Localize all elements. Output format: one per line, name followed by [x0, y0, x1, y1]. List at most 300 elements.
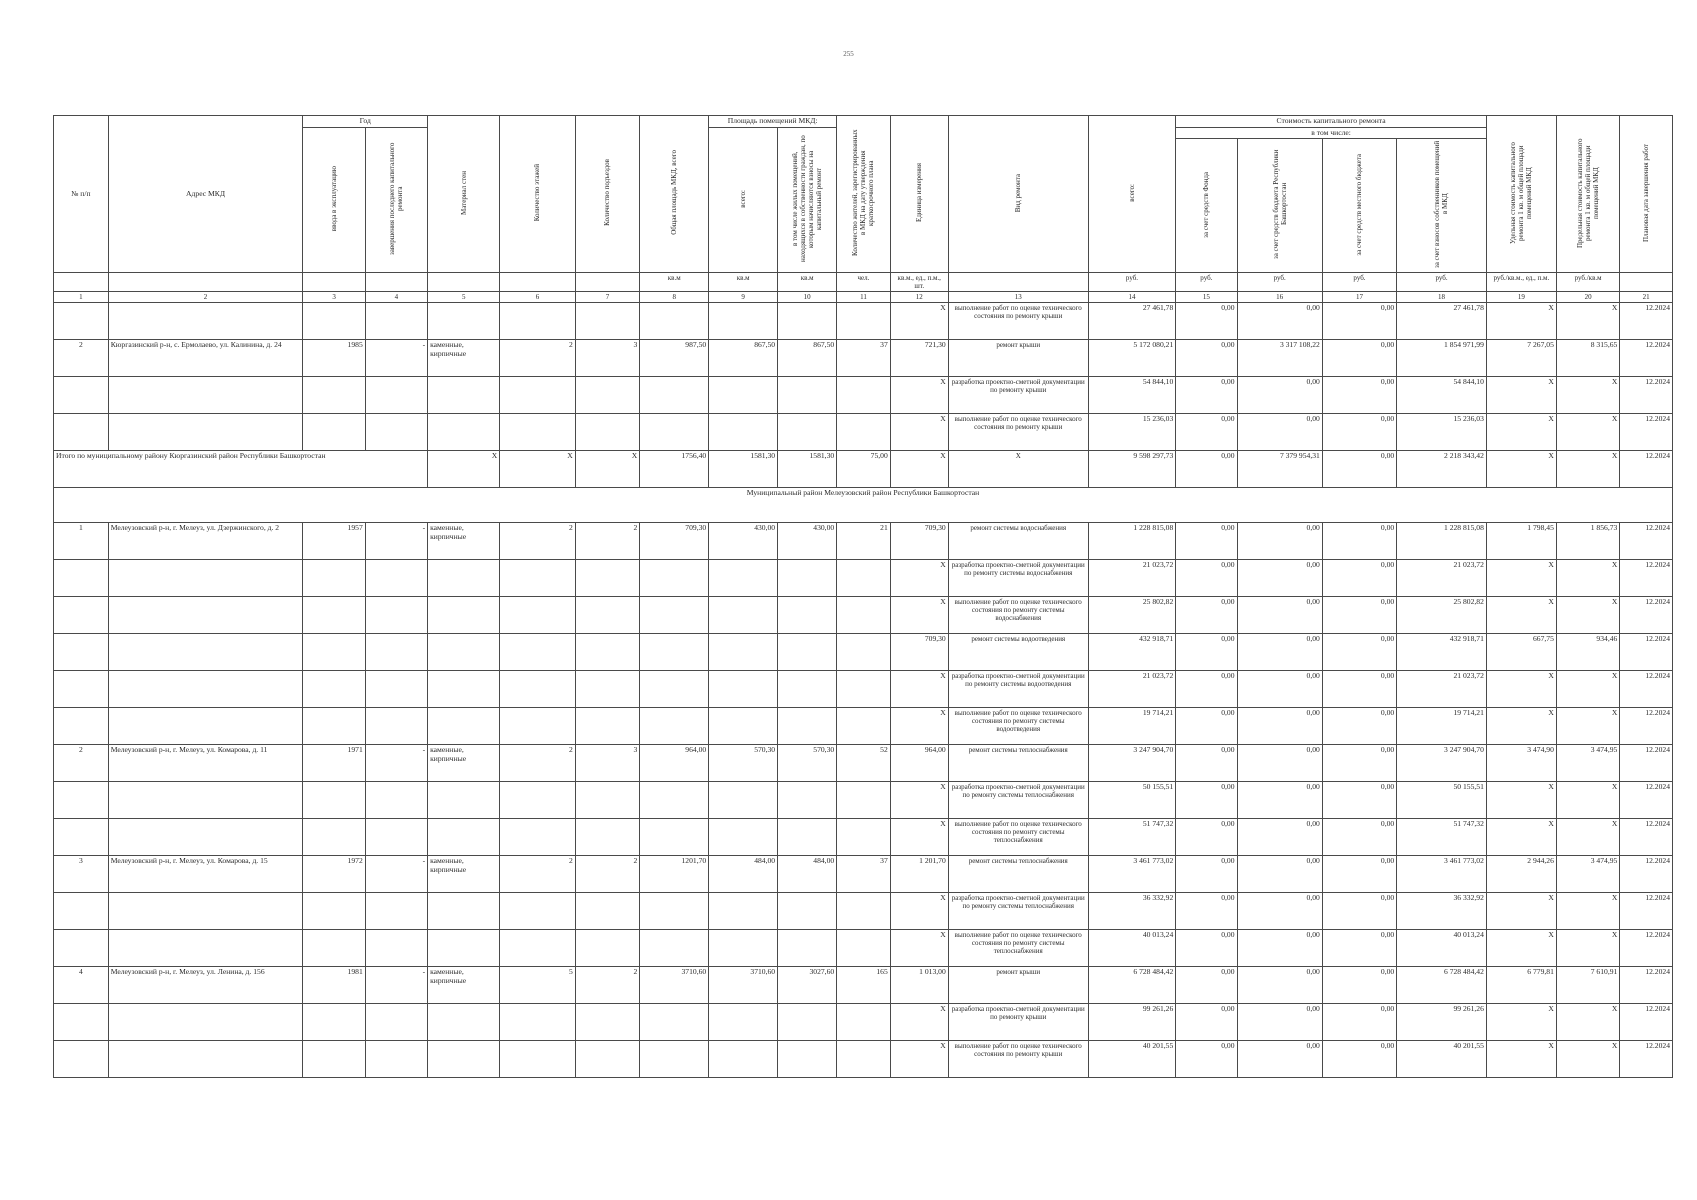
table-cell: [640, 560, 709, 597]
table-cell: Мелеузовский р-н, г. Мелеуз, ул. Дзержинского, д. 2: [108, 523, 303, 560]
table-cell: 50 155,51: [1397, 782, 1487, 819]
table-cell: [365, 782, 427, 819]
table-cell: каменные, кирпичные: [428, 745, 500, 782]
table-cell: 0,00: [1237, 414, 1322, 451]
table-cell: X: [890, 819, 948, 856]
table-cell: 0,00: [1176, 1004, 1237, 1041]
header-work-type: Вид ремонта: [948, 116, 1088, 273]
section-title: Муниципальный район Мелеузовский район Республики Башкортостан: [54, 488, 1673, 523]
work-type-cell: ремонт системы теплоснабжения: [948, 856, 1088, 893]
table-cell: 1 228 815,08: [1088, 523, 1176, 560]
table-cell: каменные, кирпичные: [428, 340, 500, 377]
table-cell: [640, 930, 709, 967]
table-cell: 165: [837, 967, 891, 1004]
header-address: Адрес МКД: [108, 116, 303, 273]
table-cell: 0,00: [1176, 708, 1237, 745]
table-cell: X: [1556, 414, 1619, 451]
table-cell: X: [1556, 560, 1619, 597]
table-cell: [108, 893, 303, 930]
table-cell: X: [1486, 303, 1556, 340]
table-cell: 52: [837, 745, 891, 782]
capital-repair-table: [53, 115, 1673, 1078]
table-cell: 0,00: [1322, 930, 1396, 967]
table-cell: [428, 930, 500, 967]
column-number-cell: 15: [1176, 292, 1237, 303]
table-cell: [709, 377, 778, 414]
table-cell: [303, 708, 365, 745]
table-cell: 50 155,51: [1088, 782, 1176, 819]
header-plan-date: Плановая дата завершения работ: [1620, 116, 1673, 273]
unit-cell: [500, 273, 575, 292]
table-cell: [709, 634, 778, 671]
table-cell: 0,00: [1176, 671, 1237, 708]
table-cell: 5: [500, 967, 575, 1004]
table-cell: 0,00: [1176, 782, 1237, 819]
table-cell: [303, 634, 365, 671]
table-cell: [575, 708, 640, 745]
unit-cell: [108, 273, 303, 292]
table-cell: 1: [54, 523, 109, 560]
table-cell: [365, 819, 427, 856]
table-cell: 2: [500, 340, 575, 377]
table-cell: [778, 597, 837, 634]
header-cost-group: Стоимость капитального ремонта: [1176, 116, 1487, 128]
header-premises-owned: в том числе жилых помещений, находящихся в собственности граждан, по которым начисляются взносы на капитальный ремонт: [778, 127, 837, 272]
table-cell: 37: [837, 856, 891, 893]
table-cell: [428, 560, 500, 597]
work-type-cell: ремонт крыши: [948, 340, 1088, 377]
header-owners: за счет взносов собственников помещений в МКД: [1397, 139, 1487, 273]
table-cell: [428, 634, 500, 671]
work-type-cell: выполнение работ по оценке технического состояния по ремонту системы водоснабжения: [948, 597, 1088, 634]
table-cell: 2: [54, 745, 109, 782]
table-cell: 0,00: [1322, 414, 1396, 451]
table-row: [54, 560, 1673, 597]
header-cost-total: всего:: [1088, 116, 1176, 273]
table-cell: 484,00: [709, 856, 778, 893]
table-cell: 36 332,92: [1088, 893, 1176, 930]
table-cell: [778, 303, 837, 340]
header-wall-material: Материал стен: [428, 116, 500, 273]
table-cell: 867,50: [709, 340, 778, 377]
table-cell: [640, 597, 709, 634]
table-cell: 0,00: [1176, 634, 1237, 671]
table-cell: 12.2024: [1620, 745, 1673, 782]
table-cell: 12.2024: [1620, 893, 1673, 930]
table-cell: [500, 1041, 575, 1078]
table-cell: [303, 377, 365, 414]
work-type-cell: разработка проектно-сметной документации по ремонту крыши: [948, 377, 1088, 414]
table-cell: [303, 597, 365, 634]
table-cell: Мелеузовский р-н, г. Мелеуз, ул. Комарова, д. 15: [108, 856, 303, 893]
work-type-cell: ремонт крыши: [948, 967, 1088, 1004]
table-cell: [54, 782, 109, 819]
table-cell: 7 267,05: [1486, 340, 1556, 377]
table-cell: [575, 930, 640, 967]
table-cell: [365, 893, 427, 930]
work-type-cell: ремонт системы водоотведения: [948, 634, 1088, 671]
table-row: [54, 303, 1673, 340]
table-cell: [837, 303, 891, 340]
table-row: [54, 819, 1673, 856]
table-cell: 6 728 484,42: [1088, 967, 1176, 1004]
table-cell: [428, 671, 500, 708]
table-cell: 12.2024: [1620, 856, 1673, 893]
table-row: [54, 488, 1673, 523]
header-max-cost: Предельная стоимость капитального ремонта 1 кв. м общей площади помещений МКД: [1556, 116, 1619, 273]
column-number-cell: 8: [640, 292, 709, 303]
table-cell: [709, 1041, 778, 1078]
table-cell: 0,00: [1237, 303, 1322, 340]
table-cell: [54, 671, 109, 708]
table-cell: [575, 634, 640, 671]
table-cell: 12.2024: [1620, 782, 1673, 819]
table-cell: 3 461 773,02: [1088, 856, 1176, 893]
table-cell: 12.2024: [1620, 708, 1673, 745]
table-cell: 0,00: [1322, 303, 1396, 340]
table-cell: 12.2024: [1620, 523, 1673, 560]
table-row: [54, 340, 1673, 377]
table-row: [54, 451, 1673, 488]
table-cell: [108, 377, 303, 414]
table-cell: 0,00: [1176, 597, 1237, 634]
table-cell: 0,00: [1176, 856, 1237, 893]
table-cell: 0,00: [1322, 340, 1396, 377]
column-number-cell: 3: [303, 292, 365, 303]
table-cell: [303, 303, 365, 340]
table-cell: 6 779,81: [1486, 967, 1556, 1004]
column-number-cell: 12: [890, 292, 948, 303]
table-cell: [778, 414, 837, 451]
work-type-cell: разработка проектно-сметной документации по ремонту крыши: [948, 1004, 1088, 1041]
table-cell: 987,50: [640, 340, 709, 377]
table-cell: [640, 1041, 709, 1078]
table-cell: [837, 634, 891, 671]
table-cell: 12.2024: [1620, 1004, 1673, 1041]
table-cell: 1971: [303, 745, 365, 782]
table-row: [54, 1004, 1673, 1041]
table-cell: 40 013,24: [1088, 930, 1176, 967]
column-number-cell: 11: [837, 292, 891, 303]
table-cell: [575, 671, 640, 708]
table-cell: 570,30: [778, 745, 837, 782]
table-cell: 0,00: [1237, 856, 1322, 893]
table-cell: X: [890, 303, 948, 340]
total-cell: 75,00: [837, 451, 891, 488]
table-cell: [575, 560, 640, 597]
table-cell: [108, 303, 303, 340]
column-number-cell: 4: [365, 292, 427, 303]
unit-cell: кв.м., ед., п.м., шт.: [890, 273, 948, 292]
table-cell: [575, 1004, 640, 1041]
work-type-cell: выполнение работ по оценке технического состояния по ремонту крыши: [948, 303, 1088, 340]
table-cell: [837, 377, 891, 414]
header-incl: в том числе:: [1176, 127, 1487, 139]
table-cell: 934,46: [1556, 634, 1619, 671]
table-cell: 0,00: [1237, 893, 1322, 930]
table-cell: [365, 560, 427, 597]
table-cell: 0,00: [1322, 634, 1396, 671]
table-cell: [500, 930, 575, 967]
header-measure-unit: Единица измерения: [890, 116, 948, 273]
table-cell: [837, 671, 891, 708]
work-type-cell: выполнение работ по оценке технического состояния по ремонту системы водоотведения: [948, 708, 1088, 745]
table-cell: 2: [500, 745, 575, 782]
table-cell: 0,00: [1176, 745, 1237, 782]
table-cell: 3 247 904,70: [1397, 745, 1487, 782]
table-cell: X: [890, 597, 948, 634]
table-cell: X: [1556, 708, 1619, 745]
header-row-1: [54, 116, 1673, 128]
column-number-cell: 14: [1088, 292, 1176, 303]
table-cell: X: [890, 671, 948, 708]
table-cell: [54, 893, 109, 930]
table-cell: 0,00: [1237, 745, 1322, 782]
table-cell: [428, 414, 500, 451]
table-cell: X: [890, 414, 948, 451]
table-row: [54, 893, 1673, 930]
table-cell: 1 013,00: [890, 967, 948, 1004]
table-cell: [108, 634, 303, 671]
table-cell: 19 714,21: [1397, 708, 1487, 745]
table-cell: [54, 1004, 109, 1041]
column-number-cell: 7: [575, 292, 640, 303]
table-cell: 2 944,26: [1486, 856, 1556, 893]
total-cell: 12.2024: [1620, 451, 1673, 488]
column-numbers-row: [54, 292, 1673, 303]
table-cell: [575, 377, 640, 414]
table-cell: -: [365, 856, 427, 893]
table-cell: 12.2024: [1620, 414, 1673, 451]
header-year-repair: завершения последнего капитального ремонта: [365, 127, 427, 272]
table-cell: [108, 560, 303, 597]
table-cell: X: [890, 708, 948, 745]
table-cell: 0,00: [1237, 782, 1322, 819]
table-cell: 12.2024: [1620, 377, 1673, 414]
table-cell: 27 461,78: [1397, 303, 1487, 340]
table-cell: X: [1486, 414, 1556, 451]
table-cell: 21 023,72: [1397, 671, 1487, 708]
table-cell: X: [1556, 1041, 1619, 1078]
table-cell: [709, 597, 778, 634]
unit-cell: руб.: [1237, 273, 1322, 292]
table-cell: [500, 708, 575, 745]
table-cell: 21 023,72: [1397, 560, 1487, 597]
total-cell: 2 218 343,42: [1397, 451, 1487, 488]
table-cell: 0,00: [1176, 414, 1237, 451]
unit-cell: руб./кв.м: [1556, 273, 1619, 292]
table-cell: [500, 303, 575, 340]
table-cell: 867,50: [778, 340, 837, 377]
table-cell: [640, 303, 709, 340]
table-cell: 0,00: [1176, 819, 1237, 856]
table-cell: [575, 782, 640, 819]
table-cell: [500, 634, 575, 671]
table-cell: Мелеузовский р-н, г. Мелеуз, ул. Ленина, д. 156: [108, 967, 303, 1004]
table-cell: 0,00: [1176, 1041, 1237, 1078]
table-cell: X: [1486, 377, 1556, 414]
total-cell: 7 379 954,31: [1237, 451, 1322, 488]
table-cell: X: [890, 560, 948, 597]
table-cell: 36 332,92: [1397, 893, 1487, 930]
table-cell: [640, 377, 709, 414]
header-floors: Количество этажей: [500, 116, 575, 273]
table-cell: 0,00: [1322, 967, 1396, 1004]
header-total-area: Общая площадь МКД, всего: [640, 116, 709, 273]
table-cell: 8 315,65: [1556, 340, 1619, 377]
unit-cell: [365, 273, 427, 292]
table-row: [54, 782, 1673, 819]
work-type-cell: ремонт системы теплоснабжения: [948, 745, 1088, 782]
table-cell: [575, 303, 640, 340]
total-label: Итого по муниципальному району Кюргазинский район Республики Башкортостан: [54, 451, 428, 488]
header-residents: Количество жителей, зарегистрированных в МКД на дату утверждения краткосрочного плана: [837, 116, 891, 273]
table-cell: [500, 819, 575, 856]
table-cell: [303, 671, 365, 708]
table-cell: 3: [575, 340, 640, 377]
table-cell: [640, 893, 709, 930]
table-cell: 2: [500, 856, 575, 893]
table-cell: [709, 930, 778, 967]
table-cell: X: [1556, 782, 1619, 819]
table-cell: 3: [54, 856, 109, 893]
table-row: [54, 377, 1673, 414]
table-cell: [500, 671, 575, 708]
unit-cell: кв.м: [640, 273, 709, 292]
table-cell: 25 802,82: [1397, 597, 1487, 634]
unit-cell: руб.: [1176, 273, 1237, 292]
table-cell: -: [365, 745, 427, 782]
table-cell: 5 172 080,21: [1088, 340, 1176, 377]
table-cell: 12.2024: [1620, 597, 1673, 634]
column-number-cell: 21: [1620, 292, 1673, 303]
table-cell: [640, 671, 709, 708]
table-cell: [54, 930, 109, 967]
table-cell: X: [1486, 893, 1556, 930]
table-row: [54, 634, 1673, 671]
total-cell: 9 598 297,73: [1088, 451, 1176, 488]
table-cell: [778, 782, 837, 819]
table-cell: [428, 1041, 500, 1078]
work-type-cell: разработка проектно-сметной документации по ремонту системы водоотведения: [948, 671, 1088, 708]
table-cell: [837, 930, 891, 967]
table-cell: X: [1486, 1041, 1556, 1078]
table-cell: 51 747,32: [1088, 819, 1176, 856]
table-cell: 0,00: [1176, 340, 1237, 377]
table-cell: [108, 671, 303, 708]
table-row: [54, 708, 1673, 745]
table-cell: 12.2024: [1620, 560, 1673, 597]
table-cell: X: [1486, 930, 1556, 967]
header-specific-cost: Удельная стоимость капитального ремонта 1 кв. м общей площади помещений МКД: [1486, 116, 1556, 273]
header-premises-group: Площадь помещений МКД:: [709, 116, 837, 128]
table-cell: [303, 560, 365, 597]
work-type-cell: разработка проектно-сметной документации по ремонту системы теплоснабжения: [948, 893, 1088, 930]
table-cell: 1201,70: [640, 856, 709, 893]
table-cell: 1985: [303, 340, 365, 377]
table-cell: 0,00: [1322, 782, 1396, 819]
table-cell: 40 013,24: [1397, 930, 1487, 967]
table-cell: [428, 1004, 500, 1041]
table-cell: X: [1556, 930, 1619, 967]
table-cell: X: [1486, 782, 1556, 819]
page-number: 255: [843, 50, 854, 58]
table-row: [54, 745, 1673, 782]
column-number-cell: 9: [709, 292, 778, 303]
column-number-cell: 5: [428, 292, 500, 303]
table-cell: X: [1486, 560, 1556, 597]
table-cell: [428, 708, 500, 745]
column-number-cell: 19: [1486, 292, 1556, 303]
table-cell: [575, 893, 640, 930]
total-cell: 1756,40: [640, 451, 709, 488]
header-no: № п/п: [54, 116, 109, 273]
table-cell: [303, 1004, 365, 1041]
table-cell: [837, 819, 891, 856]
table-cell: 0,00: [1322, 819, 1396, 856]
table-cell: [108, 1041, 303, 1078]
work-type-cell: выполнение работ по оценке технического состояния по ремонту системы теплоснабжения: [948, 930, 1088, 967]
table-cell: 2: [575, 856, 640, 893]
table-cell: 484,00: [778, 856, 837, 893]
table-cell: каменные, кирпичные: [428, 523, 500, 560]
table-cell: 1 856,73: [1556, 523, 1619, 560]
table-cell: 21: [837, 523, 891, 560]
table-cell: 0,00: [1237, 671, 1322, 708]
table-cell: [365, 414, 427, 451]
table-cell: [303, 1041, 365, 1078]
table-row: [54, 856, 1673, 893]
total-cell: X: [428, 451, 500, 488]
table-cell: [575, 819, 640, 856]
table-cell: [428, 893, 500, 930]
table-row: [54, 1041, 1673, 1078]
table-cell: [709, 893, 778, 930]
table-cell: [709, 708, 778, 745]
total-cell: 1581,30: [778, 451, 837, 488]
table-cell: [54, 377, 109, 414]
table-cell: 3710,60: [640, 967, 709, 1004]
table-cell: 964,00: [640, 745, 709, 782]
table-cell: X: [1556, 303, 1619, 340]
table-cell: [108, 819, 303, 856]
total-cell: X: [948, 451, 1088, 488]
table-cell: 2: [500, 523, 575, 560]
table-cell: 0,00: [1176, 560, 1237, 597]
table-cell: [500, 414, 575, 451]
table-cell: [365, 708, 427, 745]
table-cell: [54, 819, 109, 856]
table-cell: [837, 560, 891, 597]
table-cell: 3 474,90: [1486, 745, 1556, 782]
table-cell: [837, 893, 891, 930]
table-cell: [365, 671, 427, 708]
header-entrances: Количество подъездов: [575, 116, 640, 273]
table-cell: [428, 782, 500, 819]
table-cell: X: [1486, 819, 1556, 856]
table-cell: [108, 782, 303, 819]
table-cell: Мелеузовский р-н, г. Мелеуз, ул. Комарова, д. 11: [108, 745, 303, 782]
table-cell: 1 798,45: [1486, 523, 1556, 560]
table-cell: 37: [837, 340, 891, 377]
table-cell: [108, 930, 303, 967]
header-year-group: Год: [303, 116, 428, 128]
table-cell: [303, 414, 365, 451]
table-cell: 0,00: [1176, 377, 1237, 414]
column-number-cell: 6: [500, 292, 575, 303]
table-cell: 1972: [303, 856, 365, 893]
table-cell: [365, 377, 427, 414]
